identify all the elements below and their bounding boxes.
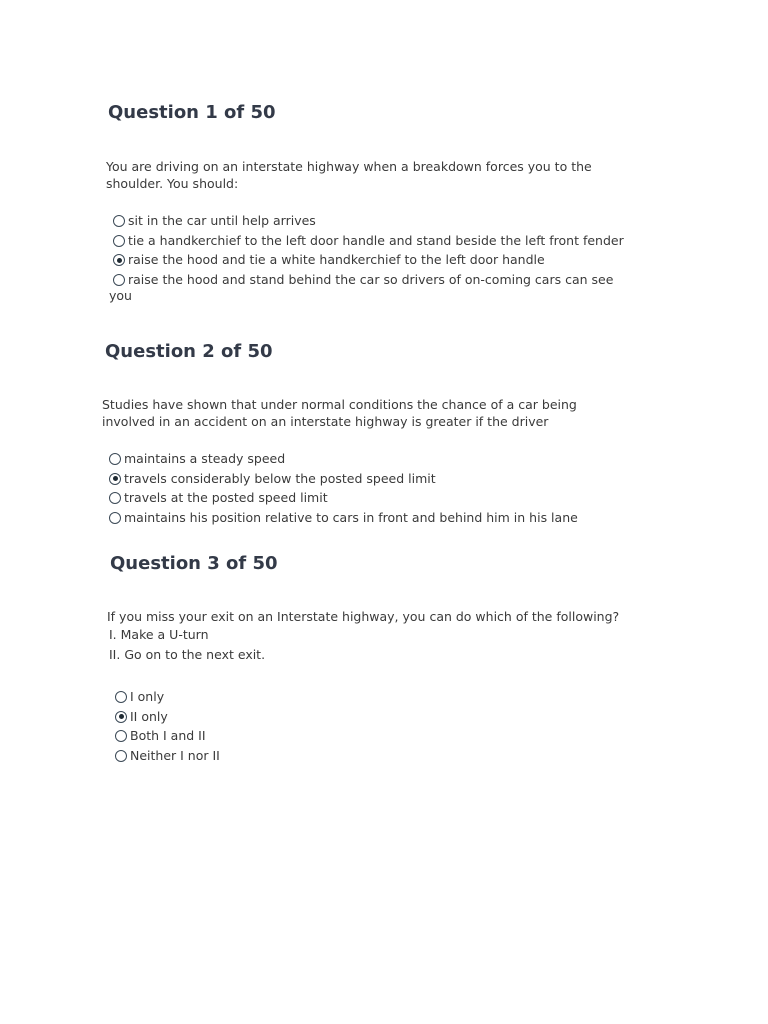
question-1-option-4[interactable] xyxy=(109,271,673,304)
question-1-option-1[interactable] xyxy=(113,213,673,233)
radio-button[interactable] xyxy=(109,512,121,524)
radio-button[interactable] xyxy=(113,215,125,227)
radio-button[interactable] xyxy=(109,473,121,485)
option-label: Both I and II xyxy=(130,728,206,743)
question-3-option-4[interactable] xyxy=(115,748,415,768)
radio-button[interactable] xyxy=(113,254,125,266)
question-1-option-3[interactable] xyxy=(113,252,673,272)
question-3-option-1[interactable] xyxy=(115,689,415,709)
question-3-options xyxy=(115,689,415,767)
question-3-option-3[interactable] xyxy=(115,728,415,748)
option-label: maintains a steady speed xyxy=(124,451,286,466)
option-label: sit in the car until help arrives xyxy=(128,213,316,228)
question-1-option-2[interactable] xyxy=(113,233,673,253)
option-label: raise the hood and tie a white handkerchief to the left door handle xyxy=(128,252,545,267)
question-3-text-line-2: I. Make a U-turn xyxy=(109,627,209,642)
option-label: tie a handkerchief to the left door handle and stand beside the left front fender xyxy=(128,232,624,248)
question-2-title: Question 2 of 50 xyxy=(105,341,273,362)
radio-button[interactable] xyxy=(115,750,127,762)
option-label: travels at the posted speed limit xyxy=(124,490,328,505)
question-2-option-4[interactable] xyxy=(109,510,669,530)
question-2-options xyxy=(109,451,669,529)
question-3-text-line-1: If you miss your exit on an Interstate highway, you can do which of the following? xyxy=(107,609,620,624)
option-label: Neither I nor II xyxy=(130,747,220,763)
radio-button[interactable] xyxy=(115,730,127,742)
option-label-line-2: you xyxy=(109,287,132,303)
option-label: maintains his position relative to cars in front and behind him in his lane xyxy=(124,509,578,525)
radio-button[interactable] xyxy=(109,453,121,465)
question-2-option-2[interactable] xyxy=(109,471,669,491)
question-3-title: Question 3 of 50 xyxy=(110,553,278,574)
radio-button[interactable] xyxy=(115,691,127,703)
question-1-text-line-1: You are driving on an interstate highway when a breakdown forces you to the xyxy=(106,159,592,174)
option-label: II only xyxy=(130,708,168,724)
radio-button[interactable] xyxy=(113,274,125,286)
question-2-text-line-1: Studies have shown that under normal conditions the chance of a car being xyxy=(102,397,577,412)
question-1-text-line-2: shoulder. You should: xyxy=(106,176,239,191)
question-1-text xyxy=(106,158,666,192)
radio-button[interactable] xyxy=(115,711,127,723)
question-3-text xyxy=(107,608,667,665)
question-2-text-line-2: involved in an accident on an interstate highway is greater if the driver xyxy=(102,414,549,429)
radio-button[interactable] xyxy=(113,235,125,247)
radio-button[interactable] xyxy=(109,492,121,504)
question-2-option-3[interactable] xyxy=(109,490,669,510)
question-1-title: Question 1 of 50 xyxy=(108,102,276,123)
option-label: travels considerably below the posted speed limit xyxy=(124,470,436,486)
question-3-text-line-3: II. Go on to the next exit. xyxy=(109,647,266,662)
question-3-option-2[interactable] xyxy=(115,709,415,729)
question-2-option-1[interactable] xyxy=(109,451,669,471)
question-1-options xyxy=(109,213,673,304)
option-label: I only xyxy=(130,689,165,704)
option-label-line-1: raise the hood and stand behind the car so drivers of on-coming cars can see xyxy=(128,271,614,287)
question-2-text xyxy=(102,396,662,430)
